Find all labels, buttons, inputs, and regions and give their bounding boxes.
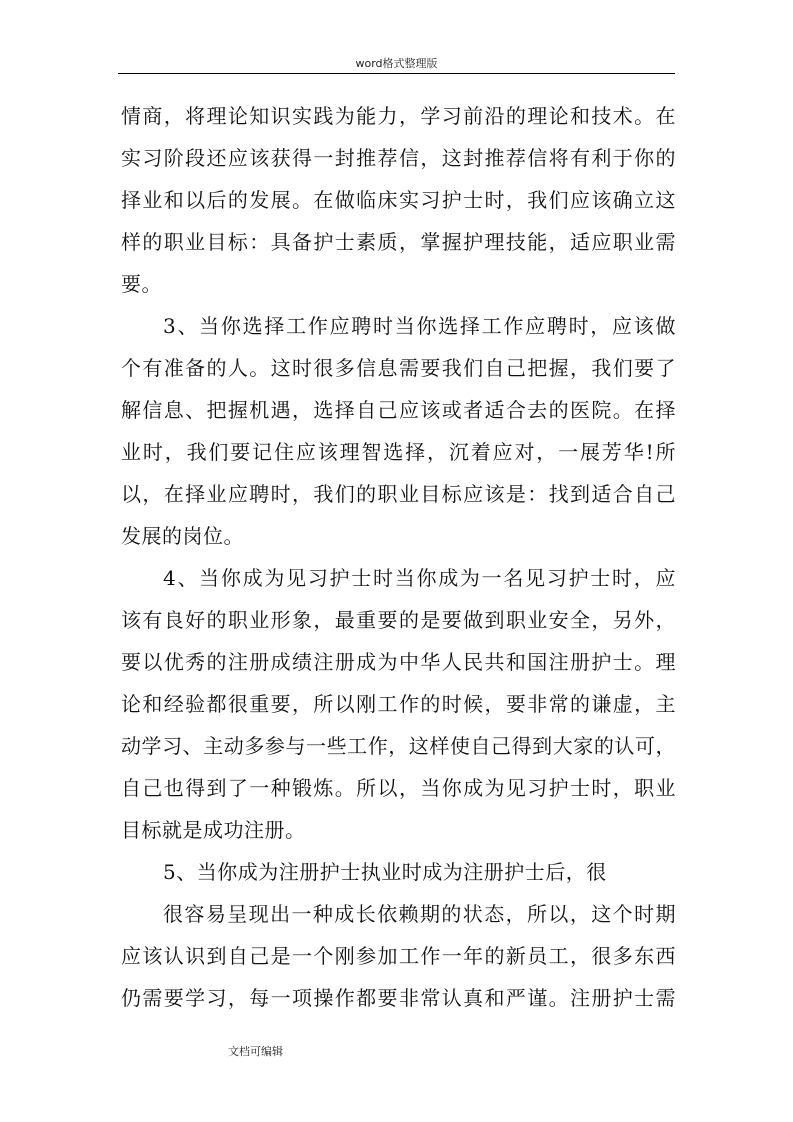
- text-line: 个有准备的人。这时很多信息需要我们自己把握，我们要了: [121, 356, 676, 380]
- text-line: 4、当你成为见习护士时当你成为一名见习护士时，应: [163, 566, 676, 590]
- text-line: 仍需要学习，每一项操作都要非常认真和严谨。注册护士需: [121, 986, 676, 1010]
- document-body: [121, 95, 676, 1019]
- text-line: 要。: [121, 272, 162, 296]
- text-line: 动学习、主动多参与一些工作，这样使自己得到大家的认可，: [121, 734, 676, 758]
- text-line: 解信息、把握机遇，选择自己应该或者适合去的医院。在择: [121, 398, 676, 422]
- text-line: 很容易呈现出一种成长依赖期的状态，所以，这个时期: [163, 902, 676, 926]
- text-line: 以，在择业应聘时，我们的职业目标应该是：找到适合自己: [121, 482, 676, 506]
- text-line: 情商，将理论知识实践为能力，学习前沿的理论和技术。在: [121, 104, 676, 128]
- text-line: 样的职业目标：具备护士素质，掌握护理技能，适应职业需: [121, 230, 676, 254]
- text-line: 实习阶段还应该获得一封推荐信，这封推荐信将有利于你的: [121, 146, 676, 170]
- text-line: 5、当你成为注册护士执业时成为注册护士后，很: [163, 860, 607, 884]
- text-line: 要以优秀的注册成绩注册成为中华人民共和国注册护士。理: [121, 650, 676, 674]
- text-line: 论和经验都很重要，所以刚工作的时候，要非常的谦虚，主: [121, 692, 676, 716]
- page-footer: 文档可编辑: [228, 1045, 283, 1058]
- header-divider: [118, 73, 675, 74]
- page-header: word格式整理版: [355, 57, 438, 70]
- text-line: 该有良好的职业形象，最重要的是要做到职业安全，另外，: [121, 608, 676, 632]
- text-line: 业时，我们要记住应该理智选择，沉着应对，一展芳华!所: [121, 440, 676, 464]
- text-line: 择业和以后的发展。在做临床实习护士时，我们应该确立这: [121, 188, 676, 212]
- text-line: 发展的岗位。: [121, 524, 244, 548]
- text-line: 应该认识到自己是一个刚参加工作一年的新员工，很多东西: [121, 944, 676, 968]
- text-line: 目标就是成功注册。: [121, 818, 306, 842]
- text-line: 自己也得到了一种锻炼。所以，当你成为见习护士时，职业: [121, 776, 676, 800]
- text-line: 3、当你选择工作应聘时当你选择工作应聘时，应该做: [163, 314, 676, 338]
